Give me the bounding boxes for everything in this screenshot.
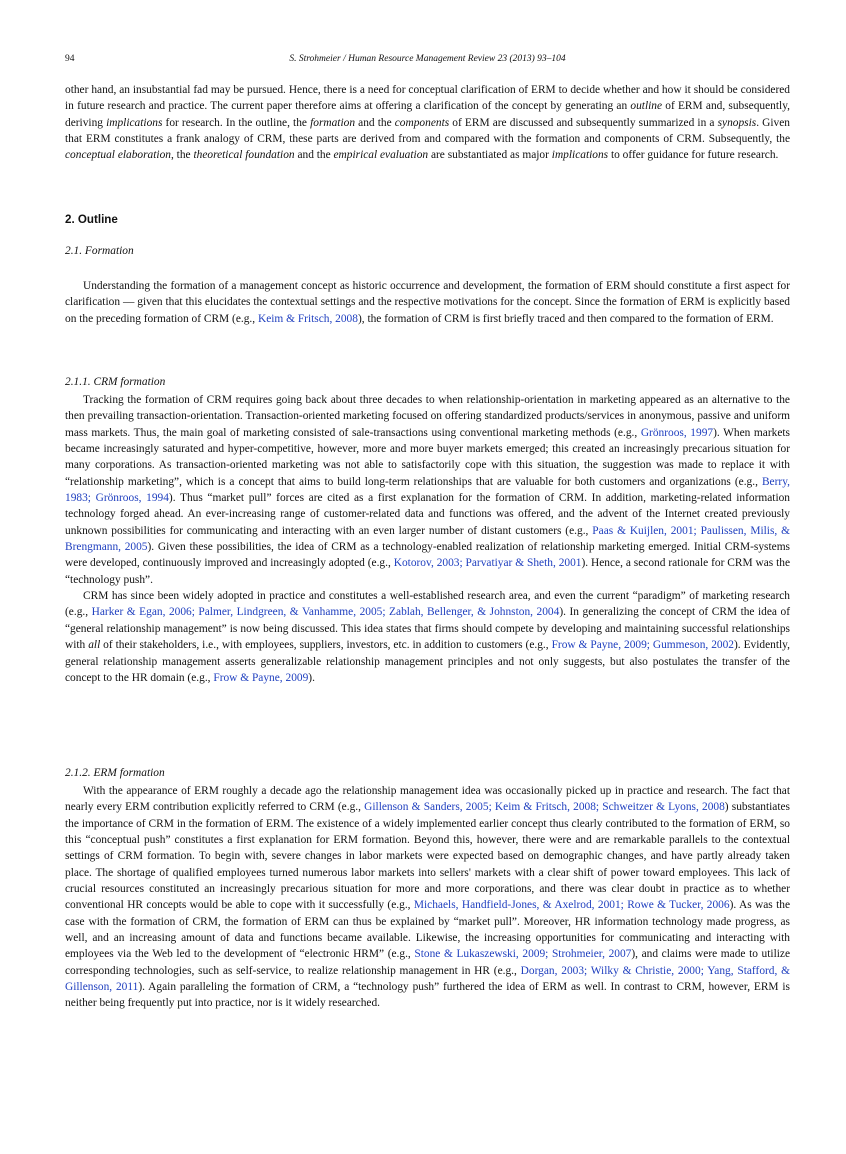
citation-link[interactable]: Michaels, Handfield-Jones, & Axelrod, 2001; Rowe & Tucker, 2006 [413, 899, 730, 912]
citation-link[interactable]: Paas & Kuijlen, 2001; Paulissen, Milis, & Brengmann, 2005 [65, 524, 790, 554]
formation-paragraph: Understanding the formation of a management concept as historic occurrence and development, the formation of ERM should constitute a first aspect for clarification — given that this elucidates the contextual settings and the respective motivations for the concept. Since the formation of ERM is explicitly based on the preceding formation of CRM (e.g., Keim & Fritsch, 2008), the formation of CRM is first briefly traced and then compared to the formation of ERM. [65, 280, 790, 325]
erm-formation-body [65, 783, 790, 1012]
subsection-heading-formation: 2.1. Formation [65, 245, 134, 257]
subsubsection-heading-crm-formation: 2.1.1. CRM formation [65, 376, 166, 388]
citation-link[interactable]: Berry, 1983; Grönroos, 1994 [65, 475, 790, 505]
citation-link[interactable]: Harker & Egan, 2006; Palmer, Lindgreen, & Vanhamme, 2005; Zablah, Bellenger, & Johnston, 2004 [91, 606, 560, 619]
citation-link[interactable]: Keim & Fritsch, 2008 [257, 312, 358, 325]
journal-citation: S. Strohmeier / Human Resource Management Review 23 (2013) 93–104 [289, 54, 566, 64]
citation-link[interactable]: Grönroos, 1997 [640, 426, 714, 439]
citation-link[interactable]: Frow & Payne, 2009 [213, 671, 309, 684]
citation-link[interactable]: Frow & Payne, 2009; Gummeson, 2002 [551, 639, 734, 652]
page-number: 94 [65, 54, 75, 64]
erm-paragraph-1: With the appearance of ERM roughly a decade ago the relationship management idea was occasionally picked up in practice and research. The fact that nearly every ERM contribution explicitly referred to CRM (e.g., Gillenson & Sanders, 2005; Keim & Fritsch, 2008; Schweitzer & Lyons, 2008) substantiates the importance of CRM in the formation of ERM. The existence of a widely implemented earlier concept thus clearly contributed to the formation of ERM, so this “conceptual push” constitutes a first explanation for ERM formation. Beyond this, however, there were and are remarkable parallels to the contextual settings of CRM formation. To begin with, severe changes in labor markets were expected based on demographic changes, and have partly already taken place. The shortage of qualified employees turned numerous labor markets into sellers' markets with a clear shift of power toward employees. This lack of crucial resources constituted an increasingly precarious situation for more and more corporations, and there was clear doubt in practice as to whether conventional HR concepts would be able to cope with it successfully (e.g., Michaels, Handfield-Jones, & Axelrod, 2001; Rowe & Tucker, 2006). As was the case with the formation of CRM, the formation of ERM can thus be explained by “market pull”. Moreover, HR information technology made progress, as well, and an increasing amount of data and functions became available. Likewise, the increasing opportunities for communicating and interacting with employees via the Web led to the development of “electronic HRM” (e.g., Stone & Lukaszewski, 2009; Strohmeier, 2007), and claims were made to utilize corresponding technologies, such as self-service, to realize relationship management in HR (e.g., Dorgan, 2003; Wilky & Christie, 2000; Yang, Stafford, & Gillenson, 2011). Again paralleling the formation of CRM, a “technology push” furthered the idea of ERM as well. In contrast to CRM, however, ERM is neither being frequently put into practice, nor is it widely researched. [65, 785, 791, 1010]
running-header [65, 54, 790, 68]
citation-link[interactable]: Kotorov, 2003; Parvatiyar & Sheth, 2001 [393, 557, 582, 570]
subsubsection-heading-erm-formation: 2.1.2. ERM formation [65, 767, 165, 779]
crm-formation-body [65, 392, 790, 686]
section-heading-outline: 2. Outline [65, 213, 118, 226]
citation-link[interactable]: Gillenson & Sanders, 2005; Keim & Fritsch, 2008; Schweitzer & Lyons, 2008 [364, 801, 725, 814]
citation-link[interactable]: Stone & Lukaszewski, 2009; Strohmeier, 2007 [414, 948, 632, 961]
crm-paragraph-2: CRM has since been widely adopted in practice and constitutes a well-established research area, and even the current “paradigm” of marketing research (e.g., Harker & Egan, 2006; Palmer, Lindgreen, & Vanhamme, 2005; Zablah, Bellenger, & Johnston, 2004). In generalizing the concept of CRM the idea of “general relationship management” is now being discussed. This idea states that firms should compete by developing and maintaining successful relationships with all of their stakeholders, i.e., with employees, suppliers, investors, etc. in addition to customers (e.g., Frow & Payne, 2009; Gummeson, 2002). Evidently, general relationship management asserts generalizable relationship management principles and not only suggests, but also postulates the transfer of the concept to the HR domain (e.g., Frow & Payne, 2009). [65, 590, 791, 684]
intro-paragraph: other hand, an insubstantial fad may be pursued. Hence, there is a need for conceptual clarification of ERM to decide whether and how it should be considered in future research and practice. The current paper therefore aims at offering a clarification of the concept by generating an outline of ERM and, subsequently, deriving implications for research. In the outline, the formation and the components of ERM are discussed and subsequently summarized in a synopsis. Given that ERM constitutes a frank analogy of CRM, these parts are derived from and compared with the formation and components of CRM. Subsequently, the conceptual elaboration, the theoretical foundation and the empirical evaluation are substantiated as major implications to offer guidance for future research. [65, 84, 790, 162]
crm-paragraph-1: Tracking the formation of CRM requires going back about three decades to when relationship-orientation in marketing appeared as an alternative to the then prevailing transaction-orientation. Transaction-oriented marketing focused on offering standardized products/services in anonymous, passive and uniform mass markets. Thus, the main goal of marketing consisted of sale-transactions using conventional marketing methods (e.g., Grönroos, 1997). When markets became increasingly saturated and hyper-competitive, however, more and more buyer markets emerged; this created an increasingly precarious situation for many corporations. As transaction-oriented marketing was not able to satisfactorily cope with this situation, the suggestion was made to replace it with “relationship marketing”, which is a concept that aims to build long-term relationships that are valuable for both customers and organizations (e.g., Berry, 1983; Grönroos, 1994). Thus “market pull” forces are cited as a first explanation for the formation of CRM. In addition, marketing-related information technology forged ahead. An ever-increasing range of customer-related data and functions was offered, and the advent of the Internet created previously unknown possibilities for communicating and interacting with an even larger number of distant customers (e.g., Paas & Kuijlen, 2001; Paulissen, Milis, & Brengmann, 2005). Given these possibilities, the idea of CRM as a technology-enabled realization of relationship marketing emerged. Initial CRM-systems were developed, continuously improved and increasingly adopted (e.g., Kotorov, 2003; Parvatiyar & Sheth, 2001). Hence, a second rationale for CRM was the “technology push”. [65, 394, 791, 586]
citation-link[interactable]: Dorgan, 2003; Wilky & Christie, 2000; Yang, Stafford, & Gillenson, 2011 [65, 964, 790, 994]
